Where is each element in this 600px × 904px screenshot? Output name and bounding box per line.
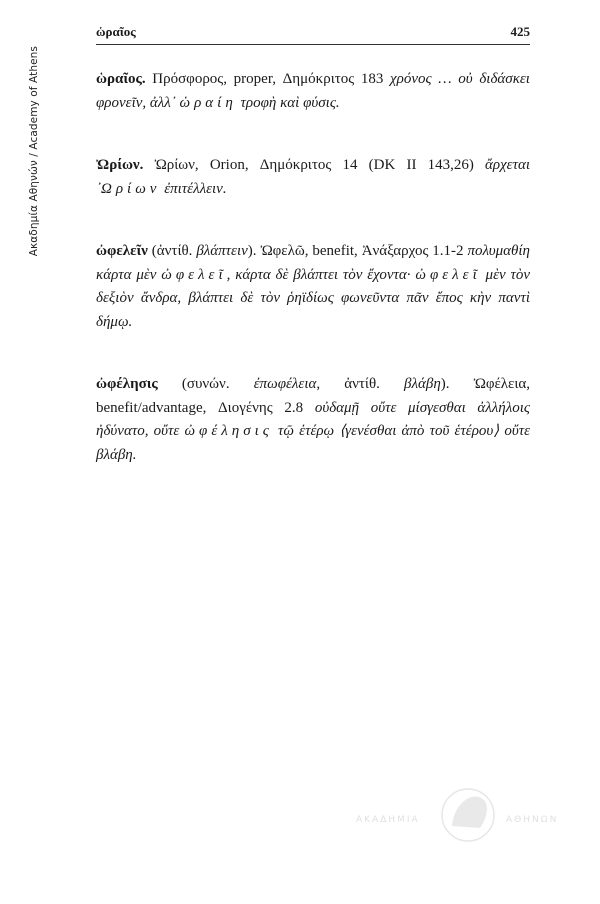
entry-orion bbox=[96, 154, 530, 201]
page-number: 425 bbox=[510, 24, 530, 39]
entry-segment: ). Ὠφέλεια, benefit/advantage, Διογένης 2.8 bbox=[96, 376, 530, 416]
entry-segment: ὡραῖος. bbox=[96, 71, 146, 87]
academy-seal-watermark bbox=[356, 780, 566, 850]
entry-segment: βλάβη bbox=[404, 376, 441, 392]
dictionary-entries bbox=[96, 68, 530, 506]
entry-segment: μὲν τὸν δεξιὸν ἄνδρα, βλάπτει δὲ τὸν ῥηϊδίως φωνεῦντα πᾶν ἔπος κὴν παντὶ δήμῳ. bbox=[96, 266, 530, 330]
entry-segment: Ωρίων bbox=[101, 180, 161, 197]
entry-segment: ὠφέλησις bbox=[96, 376, 158, 392]
entry-segment: Πρόσφορος, proper, Δημόκριτος 183 bbox=[145, 71, 391, 87]
page-header bbox=[96, 22, 530, 45]
seal-text-left: ΑΚΑΔΗΜΙΑ bbox=[356, 815, 420, 825]
archive-side-label: Ακαδημία Αθηνών / Academy of Athens bbox=[28, 46, 40, 257]
entry-segment: ὠφελεῖν bbox=[96, 243, 148, 259]
entry-segment: (συνών. bbox=[157, 376, 254, 392]
entry-ophelesis bbox=[96, 373, 530, 467]
athena-head-icon bbox=[442, 789, 494, 841]
entry-segment: τῷ ἑτέρῳ ⟨γενέσθαι ἀπὸ τοῦ ἑτέρου⟩ οὔτε βλάβη. bbox=[96, 423, 530, 463]
entry-segment: , κάρτα δὲ βλάπτει τὸν ἔχοντα· bbox=[226, 266, 416, 283]
running-head: ὡραῖος bbox=[96, 24, 136, 39]
entry-ophelein bbox=[96, 240, 530, 334]
entry-horaios bbox=[96, 68, 530, 115]
entry-segment: ὡραίη bbox=[179, 94, 237, 111]
entry-segment: ὠφέλησις bbox=[184, 423, 273, 439]
entry-segment: βλάπτειν bbox=[196, 243, 248, 259]
entry-segment: ὠφελεῖ bbox=[415, 266, 481, 283]
entry-segment: ἄρχεται ᾽ bbox=[96, 157, 530, 197]
entry-segment: τροφὴ καὶ φύσις. bbox=[236, 94, 340, 111]
entry-segment: ἐπιτέλλειν. bbox=[160, 180, 227, 197]
entry-segment: ἐπωφέλεια bbox=[253, 376, 317, 392]
entry-segment: Ὠρίων. bbox=[96, 157, 144, 173]
entry-segment: πολυμαθίη κάρτα μὲν bbox=[96, 243, 530, 283]
seal-text-right: ΑΘΗΝΩΝ bbox=[506, 815, 559, 825]
entry-segment: χρόνος … οὐ διδάσκει φρονεῖν, ἀλλ᾽ bbox=[96, 71, 530, 111]
entry-segment: ὠφελεῖ bbox=[161, 266, 227, 283]
entry-segment: , ἀντίθ. bbox=[316, 376, 405, 392]
entry-segment: οὐδαμῇ οὔτε μίσγεσθαι ἀλλήλοις ἠδύνατο, οὔτε bbox=[96, 399, 530, 439]
entry-segment: ). Ὠφελῶ, benefit, Ἀνάξαρχος 1.1-2 bbox=[247, 243, 468, 259]
entry-segment: Ὠρίων, Orion, Δημόκριτος 14 (DK II 143,26) bbox=[143, 157, 485, 173]
entry-segment: (ἀντίθ. bbox=[147, 243, 197, 259]
